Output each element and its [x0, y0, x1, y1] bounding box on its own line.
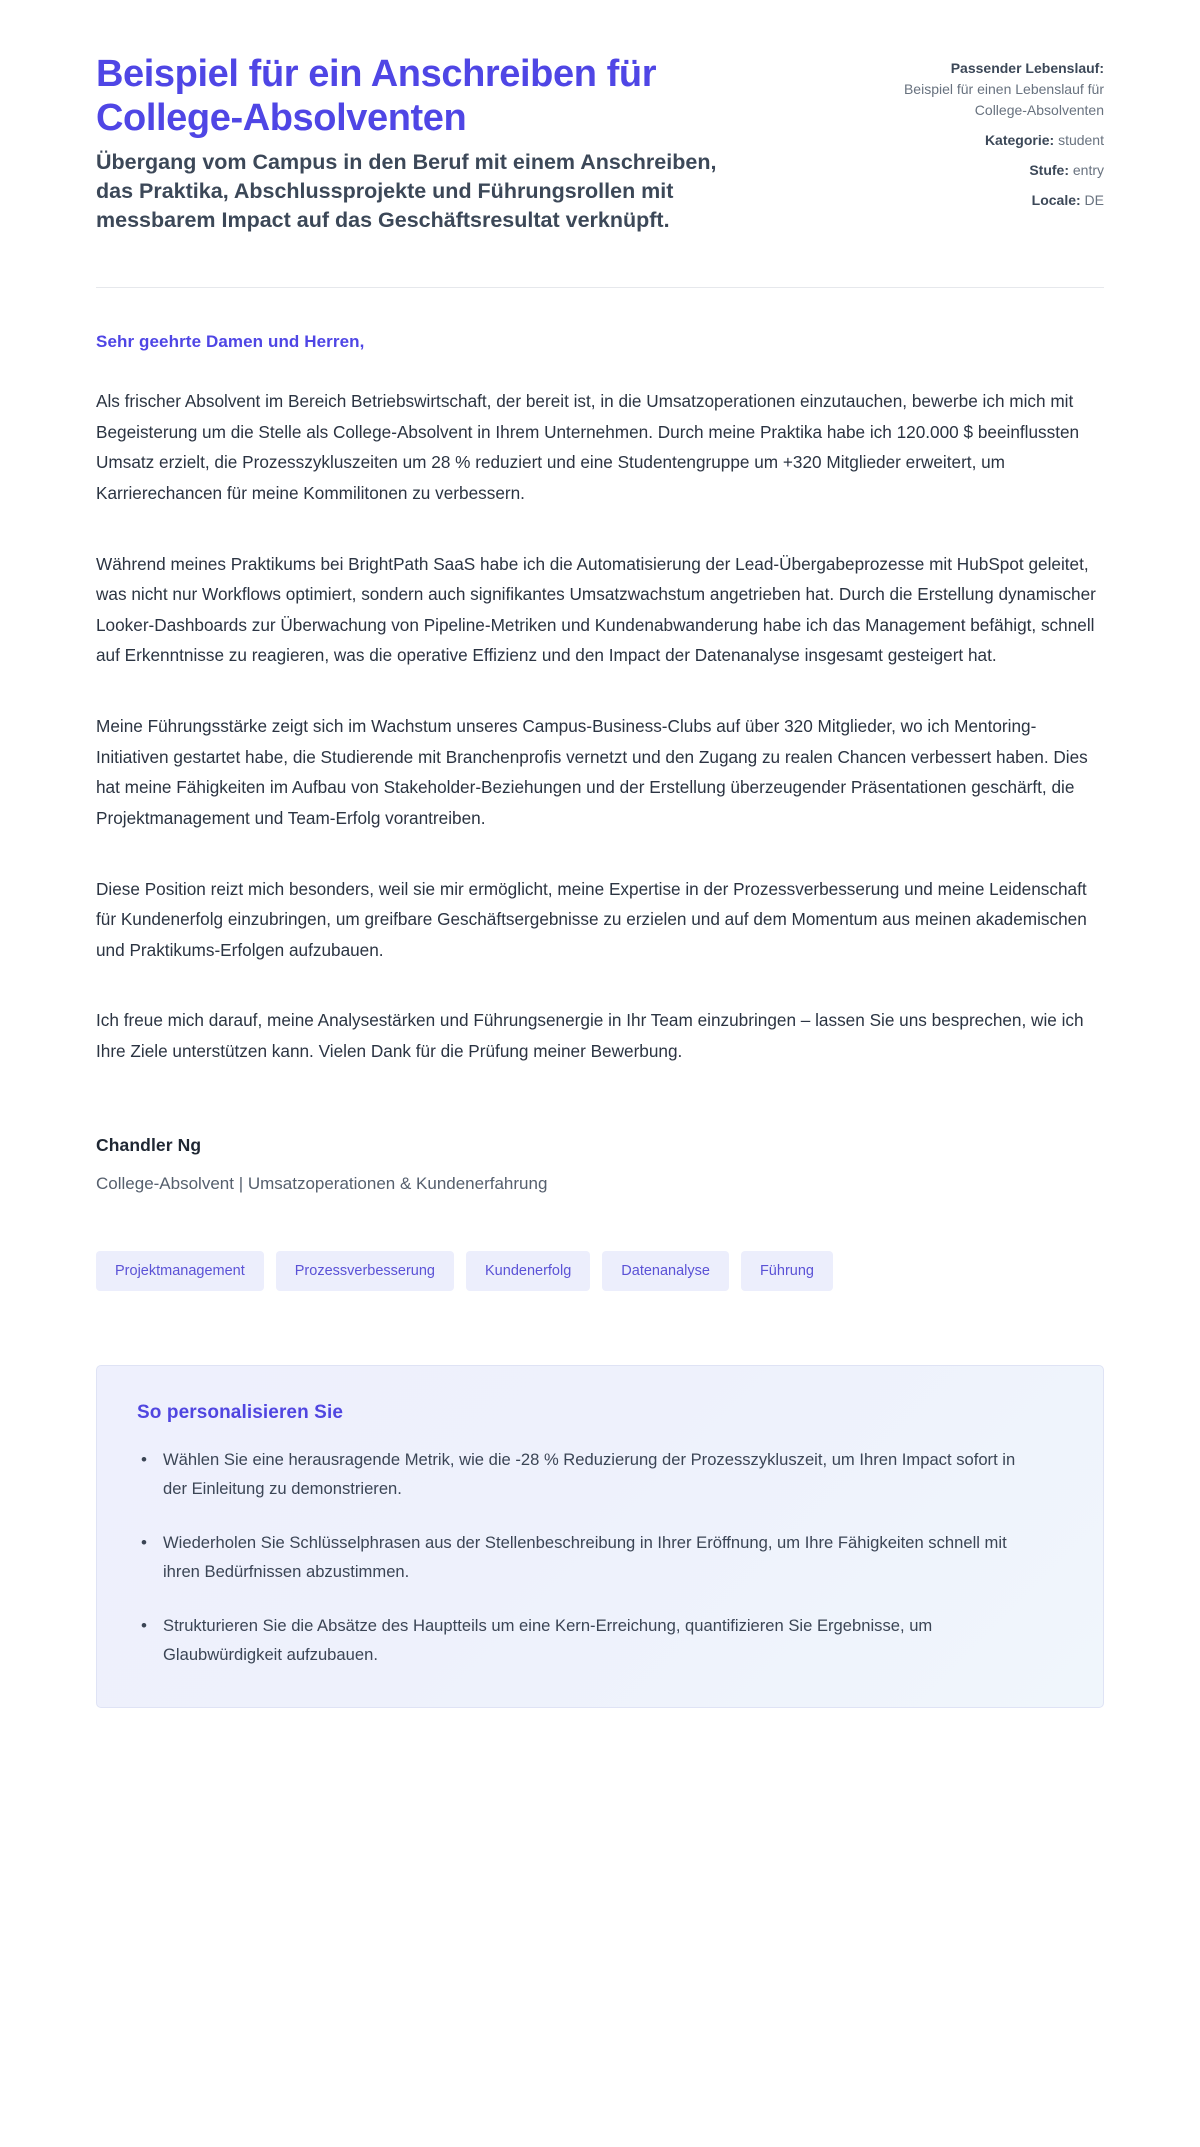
letter-salutation: Sehr geehrte Damen und Herren, [96, 332, 365, 352]
page-title: Beispiel für ein Anschreiben für College-Absolventen [96, 53, 657, 140]
letter-paragraph-4: Diese Position reizt mich besonders, weil sie mir ermöglicht, meine Expertise in der Prozessverbesserung und meine Leidenschaft für Kundenerfolg einzubringen, um greifbare Geschäftsergebnisse zu erzielen und auf dem Momentum aus meinen akademischen und Praktikums-Erfolgen aufzubauen. [96, 878, 1087, 960]
tag-datenanalyse[interactable]: Datenanalyse [602, 1251, 729, 1292]
metadata-label-locale: Locale: [1031, 192, 1081, 208]
tag-prozessverbesserung[interactable]: Prozessverbesserung [276, 1251, 454, 1292]
signature-block [96, 1135, 1104, 1197]
callout-tip-2: • Wiederholen Sie Schlüsselphrasen aus der Stellenbeschreibung in Ihrer Eröffnung, um Ihre Fähigkeiten schnell mit ihren Bedürfnissen abzustimmen. [137, 1529, 1037, 1586]
metadata-row-locale [899, 190, 1104, 211]
metadata-label-matching-resume: Passender Lebenslauf: [950, 60, 1104, 76]
letter-body [96, 288, 1104, 1066]
signature-role: College-Absolvent | Umsatzoperationen & Kundenerfahrung [96, 1173, 548, 1193]
letter-paragraph-5: Ich freue mich darauf, meine Analysestärken und Führungsenergie in Ihr Team einzubringen – lassen Sie uns besprechen, wie ich Ihre Ziele unterstützen kann. Vielen Dank für die Prüfung meiner Bewerbung. [96, 1010, 1084, 1061]
metadata-label-level: Stufe: [1029, 162, 1069, 178]
tag-projektmanagement[interactable]: Projektmanagement [96, 1251, 264, 1292]
callout-tip-1: • Wählen Sie eine herausragende Metrik, wie die -28 % Reduzierung der Prozesszykluszeit, um Ihren Impact sofort in der Einleitung zu demonstrieren. [137, 1446, 1037, 1503]
tag-kundenerfolg[interactable]: Kundenerfolg [466, 1251, 590, 1292]
metadata-value-category: student [1058, 132, 1104, 148]
metadata-panel [899, 52, 1104, 211]
metadata-row-matching-resume [899, 58, 1104, 121]
tag-fuehrung[interactable]: Führung [741, 1251, 833, 1292]
callout-title: So personalisieren Sie [137, 1402, 344, 1424]
header-title-block [96, 52, 796, 235]
signature-name: Chandler Ng [96, 1134, 202, 1155]
letter-paragraph-3: Meine Führungsstärke zeigt sich im Wachstum unseres Campus-Business-Clubs auf über 320 Mitglieder, wo ich Mentoring-Initiativen gestartet habe, die Studierende mit Branchenprofis vernetzt und den Zugang zu realen Chancen verbessert haben. Dies hat meine Fähigkeiten im Aufbau von Stakeholder-Beziehungen und der Erstellung überzeugender Präsentationen geschärft, die Projektmanagement und Team-Erfolg vorantreiben. [96, 716, 1088, 828]
metadata-value-level: entry [1072, 162, 1104, 178]
callout-tip-3: • Strukturieren Sie die Absätze des Hauptteils um eine Kern-Erreichung, quantifizieren Sie Ergebnisse, um Glaubwürdigkeit aufzubauen. [137, 1612, 1037, 1669]
personalization-callout [96, 1365, 1104, 1708]
letter-paragraph-2: Während meines Praktikums bei BrightPath SaaS habe ich die Automatisierung der Lead-Übergabeprozesse mit HubSpot geleitet, was nicht nur Workflows optimiert, sondern auch signifikantes Umsatzwachstum angetrieben hat. Durch die Erstellung dynamischer Looker-Dashboards zur Überwachung von Pipeline-Metriken und Kundenabwanderung habe ich das Management befähigt, schnell auf Erkenntnisse zu reagieren, was die operative Effizienz und den Impact der Datenanalyse insgesamt gesteigert hat. [96, 553, 1096, 666]
document-header [96, 52, 1104, 235]
letter-paragraph-1: Als frischer Absolvent im Bereich Betriebswirtschaft, der bereit ist, in die Umsatzoperationen einzutauchen, bewerbe ich mich mit Begeisterung um die Stelle als College-Absolvent in Ihrem Unternehmen. Durch meine Praktika habe ich 120.000 $ beeinflussten Umsatz erzielt, die Prozesszykluszeiten um 28 % reduziert und eine Studentengruppe um +320 Mitglieder erweitert, um Karrierechancen für meine Kommilitonen zu verbessern. [96, 391, 1080, 504]
metadata-value-matching-resume: Beispiel für einen Lebenslauf für College-Absolventen [903, 81, 1104, 118]
tag-list [96, 1251, 1104, 1292]
metadata-value-locale: DE [1084, 192, 1104, 208]
metadata-row-level [899, 160, 1104, 181]
metadata-label-category: Kategorie: [984, 132, 1055, 148]
metadata-row-category [899, 130, 1104, 151]
page-subtitle: Übergang vom Campus in den Beruf mit einem Anschreiben, das Praktika, Abschlussprojekte und Führungsrollen mit messbarem Impact auf das Geschäftsresultat verknüpft. [96, 150, 717, 233]
callout-tip-list [137, 1446, 1063, 1669]
